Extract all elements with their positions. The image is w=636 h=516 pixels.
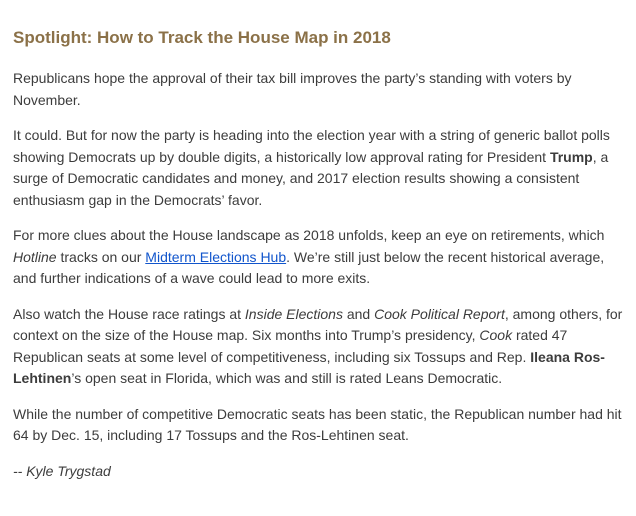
text-span: and <box>342 305 375 322</box>
paragraph-tax-bill: Republicans hope the approval of their tax bill improves the party’s standing with voters by November. <box>13 70 572 108</box>
text-span: rated 47 Republican seats at some level of competitiveness, including six Tossups and Rep. <box>13 327 568 365</box>
paragraph-competitive-seats: While the number of competitive Democratic seats has been static, the Republican number had hit 64 by Dec. 15, including 17 Tossups and the Ros-Lehtinen seat. <box>13 405 622 443</box>
text-span: tracks on our <box>56 248 146 265</box>
bold-name-ros-lehtinen: Ileana Ros-Lehtinen <box>13 348 605 386</box>
text-span: , among others, for context on the size of the House map. Six months into Trump’s presidency, <box>13 305 623 343</box>
text-span: It could. But for now the party is heading into the election year with a string of generic ballot polls showing Democrats up by double digits, a historically low approval rating for President <box>13 127 610 165</box>
italic-inside-elections: Inside Elections <box>244 305 343 322</box>
text-span: , a surge of Democratic candidates and money, and 2017 election results showing a consistent enthusiasm gap in the Democrats’ favor. <box>13 148 609 208</box>
italic-cook: Cook <box>479 327 513 343</box>
text-span: For more clues about the House landscape as 2018 unfolds, keep an eye on retirements, which <box>13 227 605 243</box>
paragraph-generic-ballot <box>13 125 624 211</box>
text-span: ’s open seat in Florida, which was and still is rated Leans Democratic. <box>71 370 503 386</box>
italic-cook-political-report: Cook Political Report <box>374 305 505 322</box>
paragraph-retirements <box>13 225 624 290</box>
byline: -- Kyle Trygstad <box>13 462 111 479</box>
italic-hotline: Hotline <box>13 248 57 265</box>
paragraph-race-ratings <box>13 304 624 390</box>
headline: Spotlight: How to Track the House Map in 2018 <box>13 28 391 47</box>
bold-name-trump: Trump <box>549 148 593 165</box>
midterm-elections-hub-link[interactable]: Midterm Elections Hub <box>145 248 287 265</box>
text-span: . We’re still just below the recent historical average, and further indications of a wave could lead to more exits. <box>13 248 605 286</box>
text-span: Also watch the House race ratings at <box>13 305 245 322</box>
